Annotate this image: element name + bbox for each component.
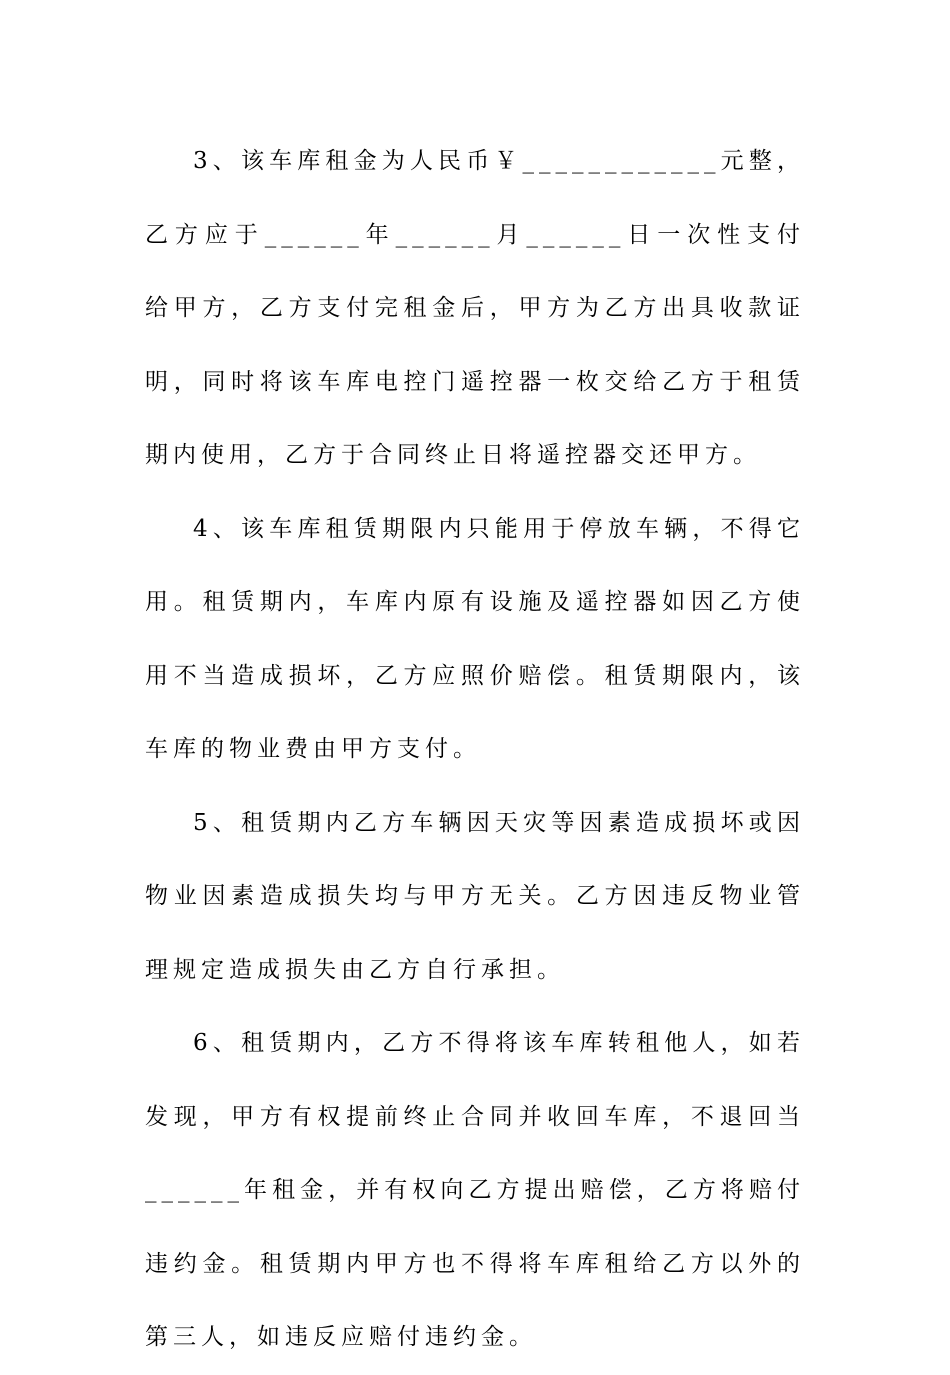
document-body (145, 125, 805, 1375)
clause-3-paragraph: 3、该车库租金为人民币￥____________元整，乙方应于______年______月______日一次性支付给甲方，乙方支付完租金后，甲方为乙方出具收款证明，同时将该车库电控门遥控器一枚交给乙方于租赁期内使用，乙方于合同终止日将遥控器交还甲方。 (145, 148, 805, 468)
clause-6-paragraph: 6、租赁期内，乙方不得将该车库转租他人，如若发现，甲方有权提前终止合同并收回车库，不退回当______年租金，并有权向乙方提出赔偿，乙方将赔付违约金。租赁期内甲方也不得将车库租给乙方以外的第三人，如违反应赔付违约金。 (145, 1030, 805, 1350)
clause-5-paragraph: 5、租赁期内乙方车辆因天灾等因素造成损坏或因物业因素造成损失均与甲方无关。乙方因违反物业管理规定造成损失由乙方自行承担。 (145, 809, 805, 983)
clause-4-paragraph: 4、该车库租赁期限内只能用于停放车辆，不得它用。租赁期内，车库内原有设施及遥控器如因乙方使用不当造成损坏，乙方应照价赔偿。租赁期限内，该车库的物业费由甲方支付。 (145, 515, 805, 762)
